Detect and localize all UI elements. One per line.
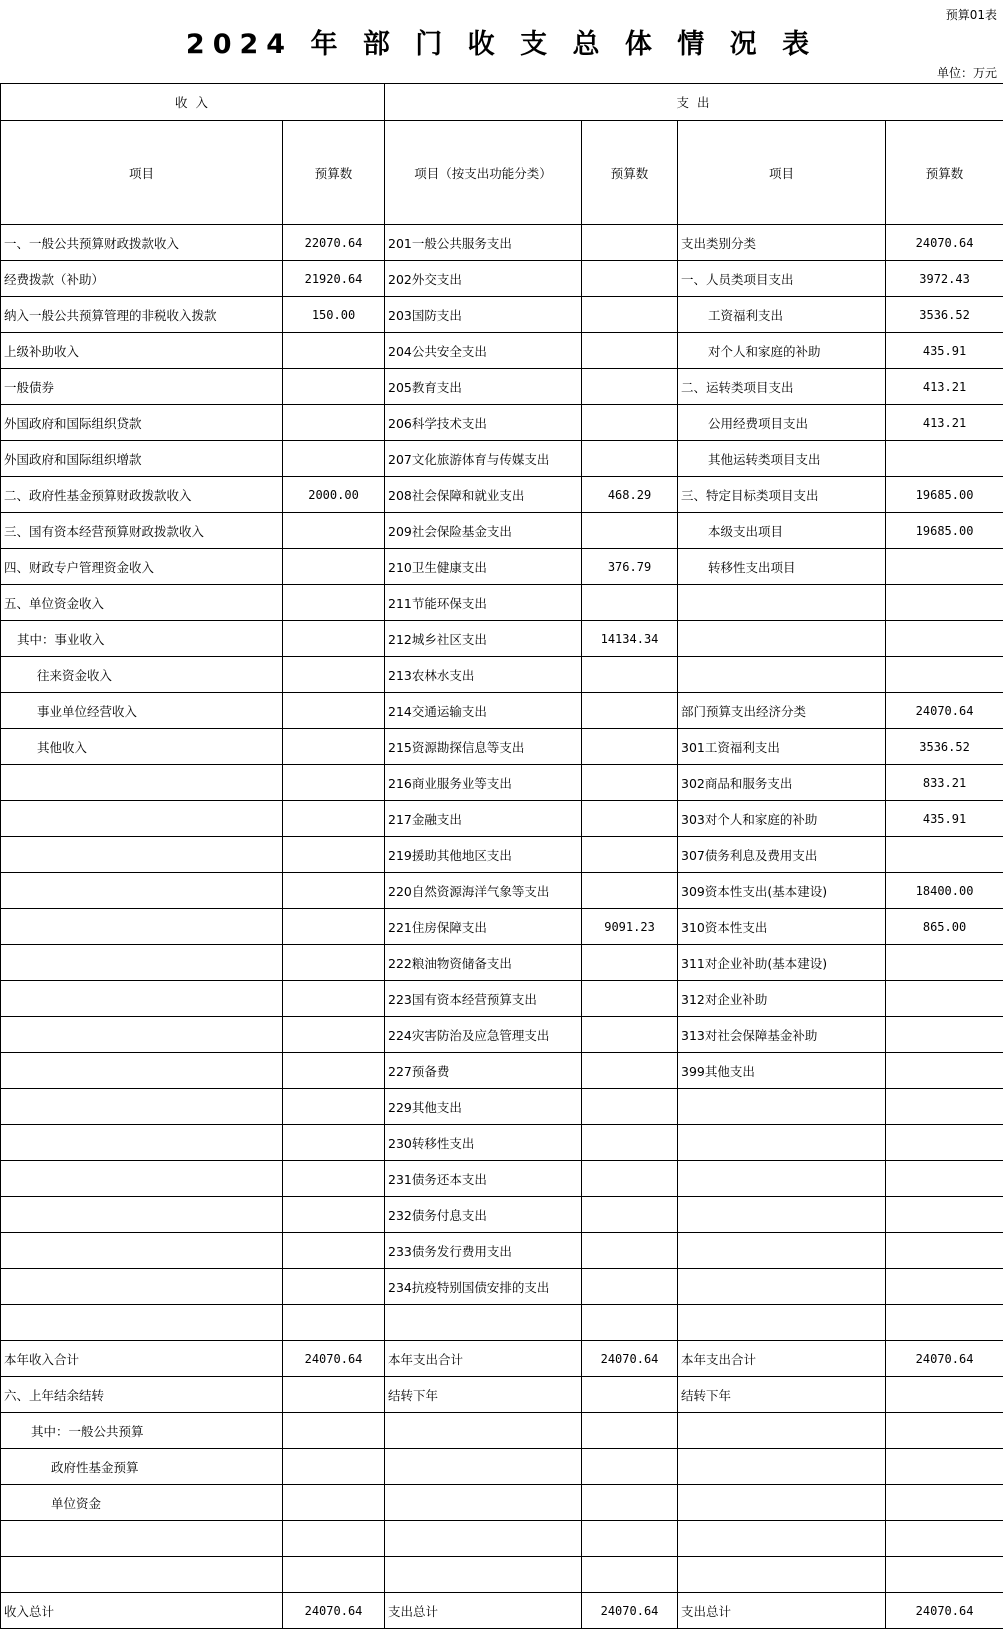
func-item-cell: 201一般公共服务支出 xyxy=(385,225,582,261)
func-budget-cell xyxy=(582,405,678,441)
func-budget-cell xyxy=(582,1413,678,1449)
income-budget-cell xyxy=(283,1089,385,1125)
econ-budget-cell xyxy=(886,657,1003,693)
income-item-cell: 事业单位经营收入 xyxy=(1,693,283,729)
table-row xyxy=(1,1521,1003,1557)
func-budget-cell: 376.79 xyxy=(582,549,678,585)
income-item-cell xyxy=(1,909,283,945)
func-budget-cell xyxy=(582,1305,678,1341)
econ-budget-cell: 413.21 xyxy=(886,369,1003,405)
income-budget-cell xyxy=(283,1305,385,1341)
econ-budget-cell: 3536.52 xyxy=(886,729,1003,765)
income-item-cell: 单位资金 xyxy=(1,1485,283,1521)
table-row xyxy=(1,621,1003,657)
econ-item-cell xyxy=(678,1269,886,1305)
table-row xyxy=(1,261,1003,297)
income-item-cell: 政府性基金预算 xyxy=(1,1449,283,1485)
income-budget-cell xyxy=(283,873,385,909)
income-item-cell xyxy=(1,1089,283,1125)
func-budget-cell xyxy=(582,1521,678,1557)
func-budget-cell xyxy=(582,333,678,369)
income-item-cell xyxy=(1,765,283,801)
func-item-cell: 227预备费 xyxy=(385,1053,582,1089)
func-budget-cell xyxy=(582,1233,678,1269)
income-budget-cell xyxy=(283,693,385,729)
func-item-cell: 结转下年 xyxy=(385,1377,582,1413)
expense-header: 支 出 xyxy=(385,84,1003,121)
income-item-cell: 收入总计 xyxy=(1,1593,283,1629)
econ-item-cell: 311对企业补助(基本建设) xyxy=(678,945,886,981)
func-budget-cell xyxy=(582,765,678,801)
econ-budget-cell xyxy=(886,1017,1003,1053)
func-item-cell: 214交通运输支出 xyxy=(385,693,582,729)
income-budget-cell xyxy=(283,1125,385,1161)
table-row xyxy=(1,945,1003,981)
table-row xyxy=(1,333,1003,369)
table-body xyxy=(1,225,1003,1629)
income-item-cell xyxy=(1,981,283,1017)
table-row xyxy=(1,297,1003,333)
econ-budget-cell: 24070.64 xyxy=(886,693,1003,729)
econ-budget-cell xyxy=(886,549,1003,585)
income-item-cell xyxy=(1,1197,283,1233)
func-budget-cell xyxy=(582,1557,678,1593)
func-item-cell: 212城乡社区支出 xyxy=(385,621,582,657)
func-budget-cell xyxy=(582,1053,678,1089)
econ-item-cell: 三、特定目标类项目支出 xyxy=(678,477,886,513)
table-row xyxy=(1,1053,1003,1089)
table-row xyxy=(1,1449,1003,1485)
func-item-cell: 206科学技术支出 xyxy=(385,405,582,441)
table-row xyxy=(1,513,1003,549)
income-item-cell xyxy=(1,1521,283,1557)
table-row xyxy=(1,549,1003,585)
income-budget-cell xyxy=(283,1413,385,1449)
econ-budget-cell xyxy=(886,1269,1003,1305)
income-budget-cell: 21920.64 xyxy=(283,261,385,297)
income-item-cell: 纳入一般公共预算管理的非税收入拨款 xyxy=(1,297,283,333)
func-budget-cell: 14134.34 xyxy=(582,621,678,657)
table-row xyxy=(1,981,1003,1017)
income-budget-cell xyxy=(283,981,385,1017)
func-budget-cell xyxy=(582,369,678,405)
col-func-item: 项目（按支出功能分类） xyxy=(385,121,582,225)
econ-item-cell xyxy=(678,1161,886,1197)
table-row xyxy=(1,585,1003,621)
econ-item-cell: 本年支出合计 xyxy=(678,1341,886,1377)
econ-budget-cell xyxy=(886,621,1003,657)
func-budget-cell xyxy=(582,513,678,549)
econ-item-cell: 303对个人和家庭的补助 xyxy=(678,801,886,837)
econ-budget-cell xyxy=(886,945,1003,981)
econ-item-cell: 对个人和家庭的补助 xyxy=(678,333,886,369)
income-item-cell: 本年收入合计 xyxy=(1,1341,283,1377)
econ-item-cell xyxy=(678,1197,886,1233)
income-item-cell: 上级补助收入 xyxy=(1,333,283,369)
func-budget-cell xyxy=(582,1161,678,1197)
func-item-cell: 213农林水支出 xyxy=(385,657,582,693)
func-item-cell: 205教育支出 xyxy=(385,369,582,405)
income-item-cell: 一、一般公共预算财政拨款收入 xyxy=(1,225,283,261)
func-item-cell xyxy=(385,1485,582,1521)
income-item-cell: 六、上年结余结转 xyxy=(1,1377,283,1413)
econ-item-cell: 312对企业补助 xyxy=(678,981,886,1017)
econ-budget-cell xyxy=(886,1197,1003,1233)
income-item-cell xyxy=(1,801,283,837)
income-item-cell xyxy=(1,1161,283,1197)
income-budget-cell xyxy=(283,837,385,873)
econ-item-cell: 其他运转类项目支出 xyxy=(678,441,886,477)
econ-item-cell: 工资福利支出 xyxy=(678,297,886,333)
func-item-cell: 233债务发行费用支出 xyxy=(385,1233,582,1269)
table-row xyxy=(1,657,1003,693)
table-row xyxy=(1,1161,1003,1197)
func-budget-cell xyxy=(582,1125,678,1161)
income-budget-cell xyxy=(283,1233,385,1269)
func-budget-cell xyxy=(582,297,678,333)
func-budget-cell xyxy=(582,585,678,621)
income-item-cell xyxy=(1,1305,283,1341)
econ-item-cell xyxy=(678,1413,886,1449)
income-item-cell: 经费拨款（补助） xyxy=(1,261,283,297)
income-item-cell xyxy=(1,837,283,873)
econ-item-cell: 转移性支出项目 xyxy=(678,549,886,585)
func-item-cell: 231债务还本支出 xyxy=(385,1161,582,1197)
econ-budget-cell: 413.21 xyxy=(886,405,1003,441)
func-item-cell xyxy=(385,1413,582,1449)
econ-budget-cell: 19685.00 xyxy=(886,477,1003,513)
income-budget-cell xyxy=(283,369,385,405)
func-item-cell: 210卫生健康支出 xyxy=(385,549,582,585)
func-item-cell: 230转移性支出 xyxy=(385,1125,582,1161)
func-item-cell: 224灾害防治及应急管理支出 xyxy=(385,1017,582,1053)
table-row xyxy=(1,1557,1003,1593)
func-budget-cell xyxy=(582,441,678,477)
table-row xyxy=(1,1485,1003,1521)
econ-budget-cell xyxy=(886,1521,1003,1557)
table-row xyxy=(1,1017,1003,1053)
unit-label: 单位：万元 xyxy=(936,66,997,80)
func-item-cell: 222粮油物资储备支出 xyxy=(385,945,582,981)
table-row xyxy=(1,369,1003,405)
func-item-cell: 208社会保障和就业支出 xyxy=(385,477,582,513)
econ-budget-cell xyxy=(886,441,1003,477)
func-item-cell: 232债务付息支出 xyxy=(385,1197,582,1233)
func-budget-cell xyxy=(582,981,678,1017)
table-row xyxy=(1,909,1003,945)
form-code: 预算01表 xyxy=(945,8,997,22)
econ-budget-cell: 18400.00 xyxy=(886,873,1003,909)
income-item-cell: 一般债券 xyxy=(1,369,283,405)
econ-item-cell: 结转下年 xyxy=(678,1377,886,1413)
func-budget-cell: 24070.64 xyxy=(582,1341,678,1377)
func-budget-cell xyxy=(582,729,678,765)
func-item-cell: 211节能环保支出 xyxy=(385,585,582,621)
income-budget-cell: 2000.00 xyxy=(283,477,385,513)
income-item-cell: 往来资金收入 xyxy=(1,657,283,693)
func-item-cell: 209社会保险基金支出 xyxy=(385,513,582,549)
col-econ-budget: 预算数 xyxy=(886,121,1003,225)
func-item-cell: 217金融支出 xyxy=(385,801,582,837)
func-item-cell xyxy=(385,1305,582,1341)
income-item-cell xyxy=(1,1017,283,1053)
econ-budget-cell xyxy=(886,1449,1003,1485)
col-func-budget: 预算数 xyxy=(582,121,678,225)
table-row xyxy=(1,1305,1003,1341)
func-item-cell: 216商业服务业等支出 xyxy=(385,765,582,801)
income-budget-cell: 22070.64 xyxy=(283,225,385,261)
econ-item-cell xyxy=(678,1089,886,1125)
income-item-cell xyxy=(1,1053,283,1089)
income-budget-cell xyxy=(283,1017,385,1053)
econ-item-cell: 本级支出项目 xyxy=(678,513,886,549)
income-item-cell: 外国政府和国际组织增款 xyxy=(1,441,283,477)
econ-item-cell xyxy=(678,621,886,657)
income-budget-cell: 24070.64 xyxy=(283,1593,385,1629)
income-item-cell: 五、单位资金收入 xyxy=(1,585,283,621)
income-budget-cell: 150.00 xyxy=(283,297,385,333)
table-row xyxy=(1,405,1003,441)
header-row-columns xyxy=(1,121,1003,225)
table-row xyxy=(1,1593,1003,1629)
income-budget-cell xyxy=(283,1449,385,1485)
func-item-cell: 203国防支出 xyxy=(385,297,582,333)
econ-budget-cell: 435.91 xyxy=(886,801,1003,837)
econ-budget-cell: 19685.00 xyxy=(886,513,1003,549)
table-row xyxy=(1,837,1003,873)
func-budget-cell xyxy=(582,801,678,837)
page-title: 2024 年 部 门 收 支 总 体 情 况 表 xyxy=(185,29,818,60)
income-item-cell: 其中：事业收入 xyxy=(1,621,283,657)
econ-budget-cell xyxy=(886,1125,1003,1161)
table-row xyxy=(1,441,1003,477)
income-budget-cell xyxy=(283,333,385,369)
econ-budget-cell xyxy=(886,1053,1003,1089)
budget-table xyxy=(0,83,1003,1629)
econ-item-cell xyxy=(678,1305,886,1341)
func-budget-cell xyxy=(582,873,678,909)
econ-item-cell xyxy=(678,1233,886,1269)
income-budget-cell xyxy=(283,909,385,945)
income-item-cell xyxy=(1,1269,283,1305)
income-budget-cell xyxy=(283,441,385,477)
econ-item-cell xyxy=(678,1485,886,1521)
table-row xyxy=(1,729,1003,765)
econ-item-cell xyxy=(678,1521,886,1557)
econ-item-cell xyxy=(678,1125,886,1161)
econ-budget-cell: 3536.52 xyxy=(886,297,1003,333)
econ-item-cell: 301工资福利支出 xyxy=(678,729,886,765)
econ-item-cell: 310资本性支出 xyxy=(678,909,886,945)
func-item-cell: 229其他支出 xyxy=(385,1089,582,1125)
income-item-cell: 其他收入 xyxy=(1,729,283,765)
col-econ-item: 项目 xyxy=(678,121,886,225)
econ-item-cell: 二、运转类项目支出 xyxy=(678,369,886,405)
econ-item-cell: 公用经费项目支出 xyxy=(678,405,886,441)
func-budget-cell xyxy=(582,1197,678,1233)
income-item-cell xyxy=(1,1557,283,1593)
table-row xyxy=(1,765,1003,801)
econ-budget-cell: 24070.64 xyxy=(886,1341,1003,1377)
income-item-cell: 三、国有资本经营预算财政拨款收入 xyxy=(1,513,283,549)
income-item-cell: 四、财政专户管理资金收入 xyxy=(1,549,283,585)
func-budget-cell xyxy=(582,945,678,981)
table-row xyxy=(1,1233,1003,1269)
func-budget-cell: 9091.23 xyxy=(582,909,678,945)
table-row xyxy=(1,1341,1003,1377)
func-item-cell: 本年支出合计 xyxy=(385,1341,582,1377)
econ-budget-cell xyxy=(886,1377,1003,1413)
table-row xyxy=(1,801,1003,837)
func-budget-cell xyxy=(582,1485,678,1521)
income-budget-cell xyxy=(283,801,385,837)
income-budget-cell xyxy=(283,1557,385,1593)
func-item-cell: 204公共安全支出 xyxy=(385,333,582,369)
table-row xyxy=(1,1269,1003,1305)
econ-item-cell: 部门预算支出经济分类 xyxy=(678,693,886,729)
income-item-cell xyxy=(1,1233,283,1269)
income-budget-cell xyxy=(283,657,385,693)
income-budget-cell xyxy=(283,1485,385,1521)
econ-budget-cell: 24070.64 xyxy=(886,225,1003,261)
income-item-cell xyxy=(1,1125,283,1161)
econ-item-cell: 302商品和服务支出 xyxy=(678,765,886,801)
income-budget-cell xyxy=(283,1161,385,1197)
income-item-cell: 其中：一般公共预算 xyxy=(1,1413,283,1449)
income-budget-cell xyxy=(283,729,385,765)
func-item-cell: 234抗疫特别国债安排的支出 xyxy=(385,1269,582,1305)
econ-budget-cell xyxy=(886,1413,1003,1449)
table-row xyxy=(1,693,1003,729)
func-budget-cell xyxy=(582,1269,678,1305)
func-budget-cell xyxy=(582,1449,678,1485)
income-budget-cell xyxy=(283,621,385,657)
econ-budget-cell xyxy=(886,1233,1003,1269)
func-budget-cell xyxy=(582,657,678,693)
econ-budget-cell xyxy=(886,1557,1003,1593)
income-item-cell xyxy=(1,945,283,981)
income-budget-cell xyxy=(283,1521,385,1557)
func-item-cell: 223国有资本经营预算支出 xyxy=(385,981,582,1017)
table-row xyxy=(1,1377,1003,1413)
table-row xyxy=(1,1089,1003,1125)
income-header: 收 入 xyxy=(1,84,385,121)
func-budget-cell xyxy=(582,1377,678,1413)
col-income-budget: 预算数 xyxy=(283,121,385,225)
econ-budget-cell xyxy=(886,837,1003,873)
econ-item-cell: 313对社会保障基金补助 xyxy=(678,1017,886,1053)
func-item-cell: 219援助其他地区支出 xyxy=(385,837,582,873)
econ-budget-cell: 24070.64 xyxy=(886,1593,1003,1629)
income-item-cell: 二、政府性基金预算财政拨款收入 xyxy=(1,477,283,513)
table-row xyxy=(1,1125,1003,1161)
econ-budget-cell: 833.21 xyxy=(886,765,1003,801)
func-budget-cell xyxy=(582,1017,678,1053)
econ-budget-cell: 3972.43 xyxy=(886,261,1003,297)
func-budget-cell: 468.29 xyxy=(582,477,678,513)
econ-budget-cell xyxy=(886,1161,1003,1197)
table-row xyxy=(1,1197,1003,1233)
table-row xyxy=(1,1413,1003,1449)
income-budget-cell xyxy=(283,945,385,981)
func-budget-cell xyxy=(582,693,678,729)
func-item-cell xyxy=(385,1557,582,1593)
income-budget-cell xyxy=(283,765,385,801)
econ-budget-cell xyxy=(886,1089,1003,1125)
econ-item-cell: 支出总计 xyxy=(678,1593,886,1629)
econ-item-cell xyxy=(678,1557,886,1593)
econ-item-cell: 309资本性支出(基本建设) xyxy=(678,873,886,909)
func-item-cell xyxy=(385,1449,582,1485)
table-row xyxy=(1,873,1003,909)
func-item-cell: 220自然资源海洋气象等支出 xyxy=(385,873,582,909)
income-budget-cell xyxy=(283,513,385,549)
func-item-cell: 支出总计 xyxy=(385,1593,582,1629)
func-budget-cell xyxy=(582,1089,678,1125)
income-budget-cell xyxy=(283,1053,385,1089)
econ-budget-cell xyxy=(886,1485,1003,1521)
func-budget-cell xyxy=(582,261,678,297)
func-item-cell: 207文化旅游体育与传媒支出 xyxy=(385,441,582,477)
econ-item-cell xyxy=(678,585,886,621)
func-item-cell: 202外交支出 xyxy=(385,261,582,297)
func-item-cell: 221住房保障支出 xyxy=(385,909,582,945)
func-budget-cell xyxy=(582,225,678,261)
econ-budget-cell: 865.00 xyxy=(886,909,1003,945)
func-budget-cell xyxy=(582,837,678,873)
func-budget-cell: 24070.64 xyxy=(582,1593,678,1629)
econ-budget-cell xyxy=(886,585,1003,621)
income-budget-cell: 24070.64 xyxy=(283,1341,385,1377)
econ-budget-cell xyxy=(886,1305,1003,1341)
table-row xyxy=(1,225,1003,261)
econ-budget-cell xyxy=(886,981,1003,1017)
econ-item-cell: 支出类别分类 xyxy=(678,225,886,261)
income-budget-cell xyxy=(283,1377,385,1413)
income-budget-cell xyxy=(283,1269,385,1305)
econ-item-cell xyxy=(678,657,886,693)
income-item-cell xyxy=(1,873,283,909)
func-item-cell: 215资源勘探信息等支出 xyxy=(385,729,582,765)
econ-item-cell: 399其他支出 xyxy=(678,1053,886,1089)
col-income-item: 项目 xyxy=(1,121,283,225)
income-budget-cell xyxy=(283,549,385,585)
econ-item-cell xyxy=(678,1449,886,1485)
income-budget-cell xyxy=(283,405,385,441)
econ-item-cell: 307债务利息及费用支出 xyxy=(678,837,886,873)
income-item-cell: 外国政府和国际组织贷款 xyxy=(1,405,283,441)
table-row xyxy=(1,477,1003,513)
func-item-cell xyxy=(385,1521,582,1557)
econ-item-cell: 一、人员类项目支出 xyxy=(678,261,886,297)
header-row-group xyxy=(1,84,1003,121)
income-budget-cell xyxy=(283,1197,385,1233)
income-budget-cell xyxy=(283,585,385,621)
econ-budget-cell: 435.91 xyxy=(886,333,1003,369)
